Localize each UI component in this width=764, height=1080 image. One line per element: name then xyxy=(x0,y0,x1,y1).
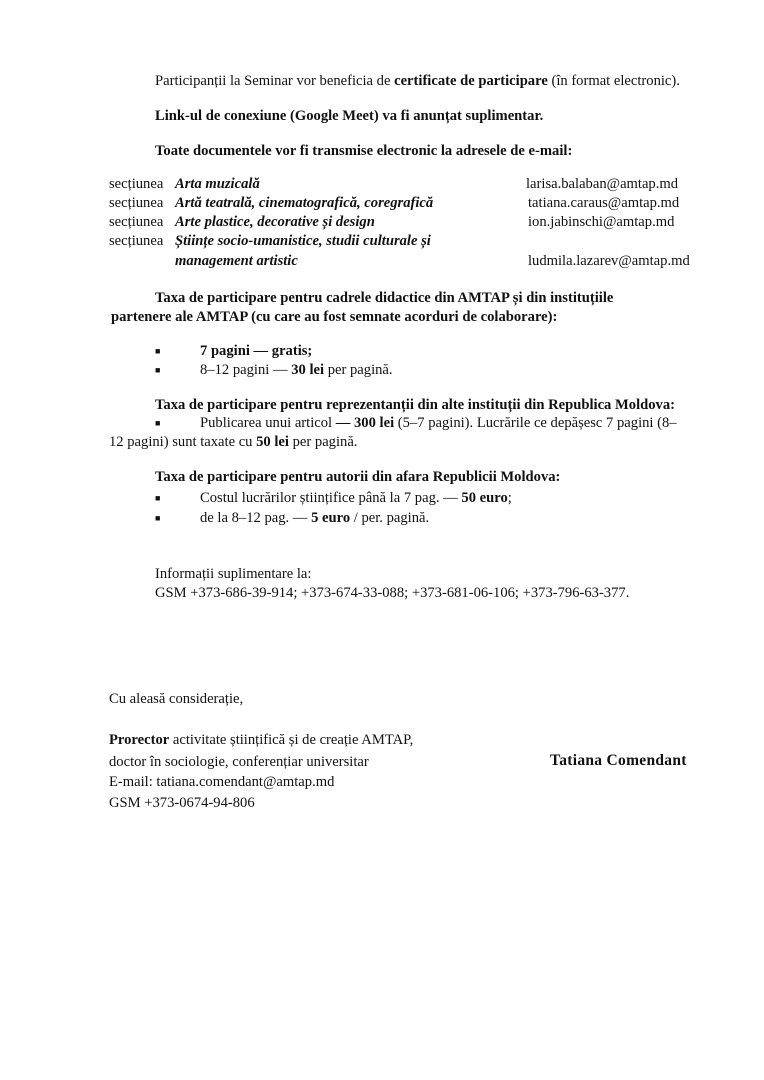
fees-foreign-item-2 xyxy=(200,509,429,529)
signatory-gsm: GSM +373-0674-94-806 xyxy=(109,795,255,811)
fees-moldova-item-continued xyxy=(109,433,357,453)
section-name: Arta muzicală xyxy=(175,176,260,192)
section-email: larisa.balaban@amtap.md xyxy=(526,176,679,192)
fee-text: de la 8–12 pag. — xyxy=(200,510,312,526)
fee-amount: 50 lei xyxy=(256,434,289,450)
bullet-icon: ■ xyxy=(155,493,161,503)
documents-note: Toate documentele vor fi transmise electronic la adresele de e-mail: xyxy=(155,143,573,159)
fees-moldova-heading: Taxa de participare pentru reprezentanții din alte instituții din Republica Moldova: xyxy=(155,397,675,413)
closing-regards: Cu aleasă considerație, xyxy=(109,691,244,707)
section-email: ludmila.lazarev@amtap.md xyxy=(528,253,690,269)
certificates-text-start: Participanții la Seminar vor beneficia de xyxy=(155,73,395,89)
fees-partners-item-paid xyxy=(200,361,393,381)
section-label: secțiunea xyxy=(109,233,164,249)
section-label: secțiunea xyxy=(109,195,164,211)
bullet-icon: ■ xyxy=(155,365,161,375)
fee-text: 8–12 pagini — xyxy=(200,362,292,378)
fees-partners-heading-continued: partenere ale AMTAP (cu care au fost semnate acorduri de colaborare): xyxy=(111,309,558,325)
fee-text: Publicarea unui articol xyxy=(200,415,336,431)
signatory-title xyxy=(109,731,413,751)
fee-amount: — 300 lei xyxy=(335,415,395,431)
fee-amount: 50 euro xyxy=(461,490,508,506)
section-name-continued: management artistic xyxy=(175,253,298,269)
info-label: Informații suplimentare la: xyxy=(155,566,312,582)
fee-text: 12 pagini) sunt taxate cu xyxy=(109,434,257,450)
section-name: Artă teatrală, cinematografică, coregrafică xyxy=(175,195,434,211)
fee-text: / per. pagină. xyxy=(350,510,430,526)
meeting-link-note: Link-ul de conexiune (Google Meet) va fi anunțat suplimentar. xyxy=(155,108,544,124)
fee-amount: 30 lei xyxy=(291,362,325,378)
signatory-role: Prorector xyxy=(109,732,170,748)
section-name: Științe socio-umanistice, studii culturale și xyxy=(175,233,431,249)
section-label: secțiunea xyxy=(109,214,164,230)
signatory-degree: doctor în sociologie, conferențiar universitar xyxy=(109,754,369,770)
bullet-icon: ■ xyxy=(155,346,161,356)
fees-partners-heading: Taxa de participare pentru cadrele didactice din AMTAP și din instituțiile xyxy=(155,290,614,306)
certificates-paragraph xyxy=(155,72,680,92)
fee-text: (5–7 pagini). Lucrările ce depășesc 7 pagini (8– xyxy=(394,415,677,431)
section-name: Arte plastice, decorative și design xyxy=(175,214,375,230)
signatory-email: E-mail: tatiana.comendant@amtap.md xyxy=(109,774,335,790)
bullet-icon: ■ xyxy=(155,513,161,523)
fee-text: Costul lucrărilor științifice până la 7 pag. — xyxy=(200,490,462,506)
fees-foreign-heading: Taxa de participare pentru autorii din afara Republicii Moldova: xyxy=(155,469,561,485)
section-email: ion.jabinschi@amtap.md xyxy=(528,214,675,230)
fees-partners-item-free: 7 pagini — gratis; xyxy=(200,343,313,359)
fee-text: per pagină. xyxy=(288,434,358,450)
section-email: tatiana.caraus@amtap.md xyxy=(528,195,680,211)
signatory-role-detail: activitate științifică și de creație AMTAP, xyxy=(169,732,414,748)
signatory-name: Tatiana Comendant xyxy=(550,752,687,769)
info-phones: GSM +373-686-39-914; +373-674-33-088; +373-681-06-106; +373-796-63-377. xyxy=(155,585,630,601)
fees-foreign-item-1 xyxy=(200,489,512,509)
fees-moldova-item xyxy=(200,414,677,434)
certificates-text-end: (în format electronic). xyxy=(547,73,680,89)
fee-text: per pagină. xyxy=(324,362,393,378)
fee-text: ; xyxy=(507,490,512,506)
fee-amount: 5 euro xyxy=(311,510,351,526)
bullet-icon: ■ xyxy=(155,418,161,428)
section-label: secțiunea xyxy=(109,176,164,192)
certificates-emphasis: certificate de participare xyxy=(394,73,548,89)
